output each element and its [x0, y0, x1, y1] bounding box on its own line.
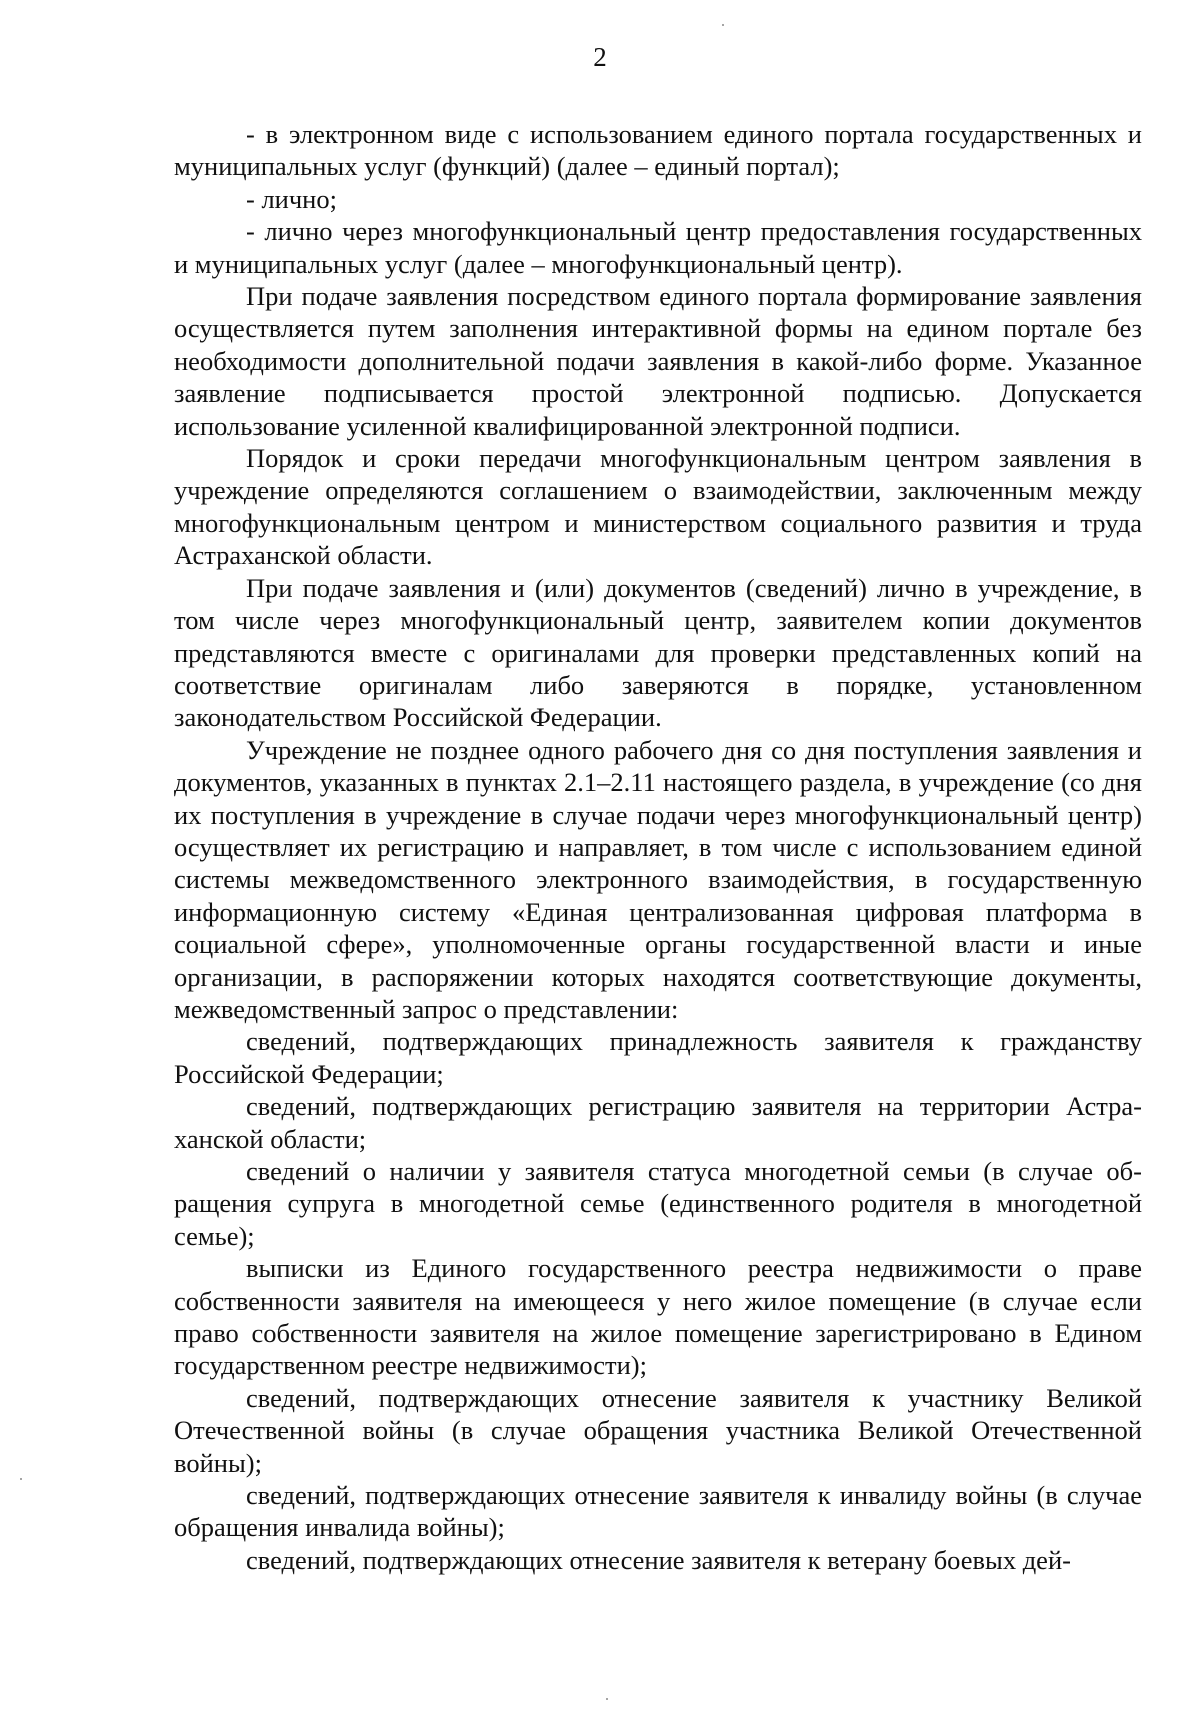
scan-speck [722, 24, 724, 26]
paragraph-in-person: - лично; [246, 183, 337, 214]
list-item-registration: сведений, подтверждающих регистрацию заявителя на территории Астраханской области; [174, 1091, 1142, 1154]
list-item-combat-veteran: сведений, подтверждающих отнесение заявителя к ветерану боевых дей- [246, 1544, 1071, 1575]
list-item-citizenship: сведений, подтверждающих принадлежность заявителя к гражданству Российской Федерации; [174, 1026, 1142, 1089]
paragraph-via-mfc: - лично через многофункциональный центр предоставления государственных и муниципальных услуг (далее – многофункциональный центр). [174, 216, 1142, 279]
page-number: 2 [593, 42, 607, 72]
scan-speck [20, 1478, 22, 1480]
paragraph-transfer-order: Порядок и сроки передачи многофункциональным центром заявления в учреждение определяются соглашением о взаимодействии, заключенным между многофункциональным центром и министерством социального развития и труда Астраханской области. [174, 443, 1142, 571]
document-body [174, 118, 1142, 1576]
paragraph-copies: При подаче заявления и (или) документов (сведений) лично в учреждение, в том числе через многофункциональный центр, заявителем копии документов представляются вместе с оригиналами для проверки представленных копий на соответствие оригиналам либо заверяются в порядке, установленном законодательством Российской Федерации. [174, 572, 1142, 733]
list-item-property-extract: выписки из Единого государственного реестра недвижимости о праве собственности заявителя на имеющееся у него жилое помещение (в случае если право собственности заявителя на жилое помещение зарегистрировано в Едином государственном реестре недвижимости); [174, 1253, 1142, 1381]
scan-speck [606, 1698, 608, 1700]
paragraph-registration-request: Учреждение не позднее одного рабочего дня со дня поступления заявления и документов, указанных в пунктах 2.1–2.11 настоящего раздела, в учреждение (со дня их поступления в учреждение в случае подачи через многофункциональный центр) осуществляет их регистрацию и направляет, в том числе с использованием единой системы межведомственного электронного взаимодействия, в государственную информационную систему «Единая централизованная цифровая платформа в социальной сфере», уполномоченные органы государственной власти и иные организации, в распоряжении которых находятся соответствующие документы, межведомственный запрос о представлении: [174, 734, 1142, 1024]
paragraph-portal-form: При подаче заявления посредством единого портала формирование заявления осуществляется путем заполнения интерактивной формы на едином портале без необходимости дополнительной подачи заявления в какой-либо форме. Указанное заявление подписывается простой электронной подписью. Допускается использование усиленной квалифицированной электронной подписи. [174, 281, 1142, 441]
list-item-large-family: сведений о наличии у заявителя статуса многодетной семьи (в случае обращения супруга в многодетной семье (единственного родителя в многодетной семье); [174, 1156, 1142, 1251]
list-item-wwii-participant: сведений, подтверждающих отнесение заявителя к участнику Великой Отечественной войны (в случае обращения участника Великой Отечественной войны); [174, 1382, 1142, 1478]
paragraph-electronic-submission: - в электронном виде с использованием единого портала государственных и муниципальных услуг (функций) (далее – единый портал); [174, 119, 1142, 182]
list-item-war-invalid: сведений, подтверждающих отнесение заявителя к инвалиду войны (в случае обращения инвалида войны); [174, 1480, 1142, 1543]
